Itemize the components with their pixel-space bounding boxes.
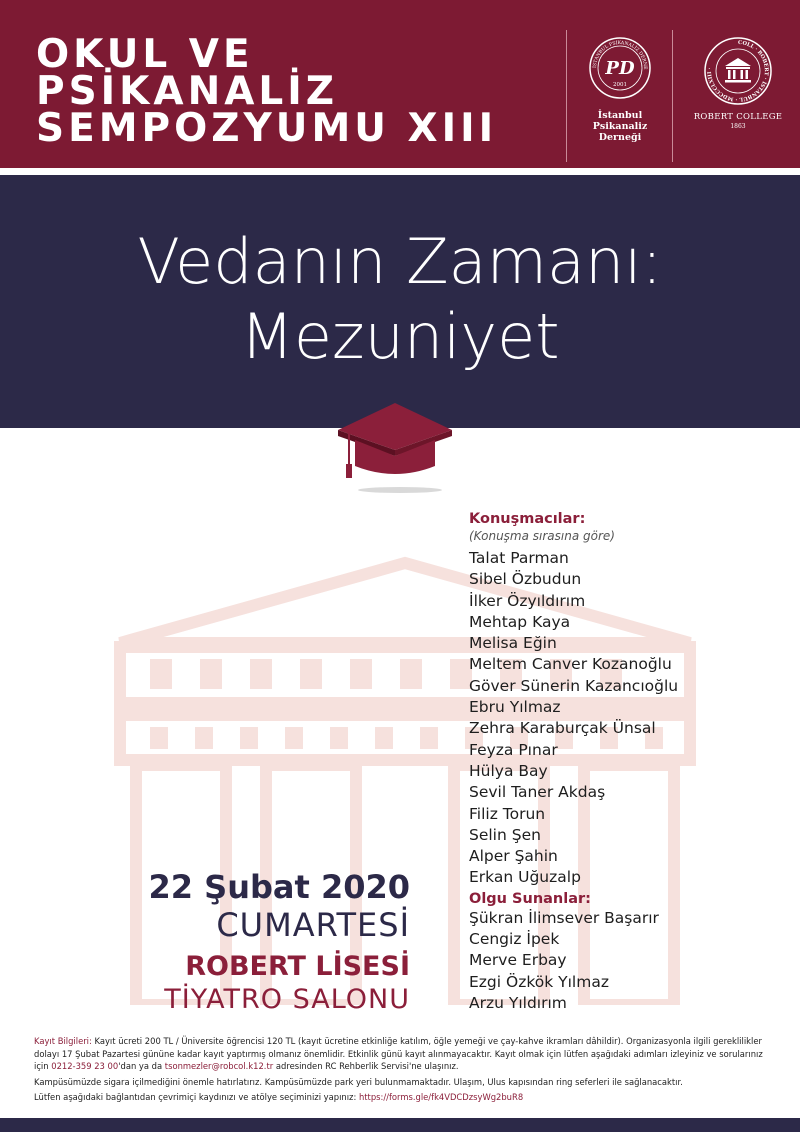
ipd-name-line: Derneği bbox=[598, 132, 642, 143]
speaker-name: Filiz Torun bbox=[469, 804, 546, 823]
case-presenter-name: Şükran İlimsever Başarır bbox=[469, 908, 659, 927]
speaker-name: Talat Parman bbox=[469, 549, 569, 567]
symposium-title bbox=[36, 32, 498, 151]
speaker-name: Zehra Karaburçak Ünsal bbox=[469, 719, 656, 738]
speaker-name: Mehtap Kaya bbox=[469, 612, 571, 631]
ipd-name bbox=[575, 110, 665, 143]
speaker-name: Meltem Canver Kozanoğlu bbox=[469, 655, 672, 674]
registration-text: Kayıt ücreti 200 TL / Üniversite öğrencisi 120 TL (kayıt ücretine etkinliğe katılım, öğle yemeği ve çay-kahve ikramları dâhildir). Organizasyonla ilgili gereklilikler dolayı 17 Şubat Pazartesi gününe kadar kayıt yaptırmış olmanız önemlidir. Etkinlik günü kayıt alınmayacaktır. Kayıt olmak için lütfen aşağıdaki adımları izleyiniz ve sorularınız için bbox=[34, 1036, 763, 1071]
speaker-name: Alper Şahin bbox=[469, 847, 558, 866]
speaker-names bbox=[469, 548, 789, 889]
event-hall: TİYATRO SALONU bbox=[164, 984, 410, 1015]
speakers-list bbox=[469, 510, 789, 1014]
ipd-year: 2001 bbox=[613, 82, 627, 88]
title-line: OKUL VE bbox=[36, 32, 254, 77]
registration-text: adresinden RC Rehberlik Servisi'ne ulaşınız. bbox=[273, 1061, 459, 1071]
event-title-line2: Mezuniyet bbox=[240, 300, 560, 373]
rc-name: ROBERT COLLEGE bbox=[693, 112, 783, 122]
robert-college-logo bbox=[688, 36, 788, 130]
ipd-name-line: İstanbul bbox=[597, 110, 643, 121]
registration-link-line bbox=[34, 1091, 774, 1104]
event-info bbox=[149, 868, 411, 1016]
speakers-order-note: (Konuşma sırasına göre) bbox=[469, 529, 615, 543]
robert-college-logo-icon bbox=[703, 36, 773, 106]
contact-email-link[interactable]: tsonmezler@robcol.k12.tr bbox=[164, 1061, 274, 1071]
registration-text: 'dan ya da bbox=[118, 1061, 165, 1071]
speaker-name: Sibel Özbudun bbox=[469, 570, 582, 589]
case-presenter-name: Merve Erbay bbox=[469, 951, 567, 970]
case-presenter-names bbox=[469, 908, 789, 1014]
graduation-cap-icon bbox=[335, 400, 455, 496]
rc-ring-text: COLL · ROBERT · İSTANBUL · MDCCCLXIII · bbox=[706, 39, 770, 103]
registration-label: Kayıt Bilgileri: bbox=[34, 1036, 92, 1046]
case-presenter-name: Arzu Yıldırım bbox=[469, 993, 567, 1012]
footer-info bbox=[34, 1035, 774, 1107]
campus-note: Kampüsümüzde sigara içilmediğini önemle hatırlatırız. Kampüsümüzde park yeri bulunmamaktadır. Ulaşım, Ulus kapısından ring seferleri ile sağlanacaktır. bbox=[34, 1076, 683, 1087]
contact-phone[interactable]: 0212-359 23 00 bbox=[51, 1061, 119, 1071]
speaker-name: Sevil Taner Akdaş bbox=[469, 783, 606, 802]
speaker-name: Göver Sünerin Kazancıoğlu bbox=[469, 676, 679, 695]
speaker-name: Erkan Uğuzalp bbox=[469, 868, 581, 887]
event-venue: ROBERT LİSESİ bbox=[185, 951, 410, 982]
header-banner bbox=[0, 0, 800, 168]
registration-form-link[interactable]: https://forms.gle/fk4VDCDzsyWg2buR8 bbox=[358, 1092, 524, 1102]
event-title bbox=[0, 224, 800, 374]
speaker-name: Melisa Eğin bbox=[469, 634, 557, 653]
ipd-name-line: Psikanaliz bbox=[592, 121, 648, 132]
ipd-monogram: PD bbox=[605, 58, 635, 79]
link-prefix: Lütfen aşağıdaki bağlantıdan çevrimiçi kaydınızı ve atölye seçiminizi yapınız: bbox=[34, 1092, 359, 1102]
event-date: 22 Şubat 2020 bbox=[148, 868, 410, 906]
event-day: CUMARTESİ bbox=[216, 906, 410, 944]
speaker-name: Selin Şen bbox=[469, 825, 541, 844]
header-divider bbox=[566, 30, 567, 162]
title-line: SEMPOZYUMU XIII bbox=[36, 106, 498, 151]
bottom-bar bbox=[0, 1118, 800, 1132]
event-title-line1: Vedanın Zamanı: bbox=[137, 225, 663, 298]
speaker-name: Hülya Bay bbox=[469, 761, 548, 780]
title-line: PSİKANALİZ bbox=[36, 69, 339, 114]
speaker-name: Feyza Pınar bbox=[469, 740, 558, 759]
speaker-name: Ebru Yılmaz bbox=[469, 698, 561, 717]
registration-info bbox=[34, 1035, 774, 1073]
case-presenters-label: Olgu Sunanlar: bbox=[469, 890, 591, 907]
ipd-logo-icon bbox=[588, 36, 652, 100]
speakers-label: Konuşmacılar: bbox=[469, 511, 586, 527]
case-presenter-name: Cengiz İpek bbox=[469, 930, 560, 949]
case-presenter-name: Ezgi Özkök Yılmaz bbox=[469, 972, 609, 991]
ipd-logo bbox=[575, 36, 665, 143]
header-gap bbox=[0, 168, 800, 175]
ipd-ring-text: İSTANBUL PSİKANALİZ DERNE bbox=[592, 40, 648, 70]
rc-year: 1863 bbox=[730, 123, 746, 130]
speaker-name: İlker Özyıldırım bbox=[469, 591, 586, 610]
header-divider bbox=[672, 30, 673, 162]
